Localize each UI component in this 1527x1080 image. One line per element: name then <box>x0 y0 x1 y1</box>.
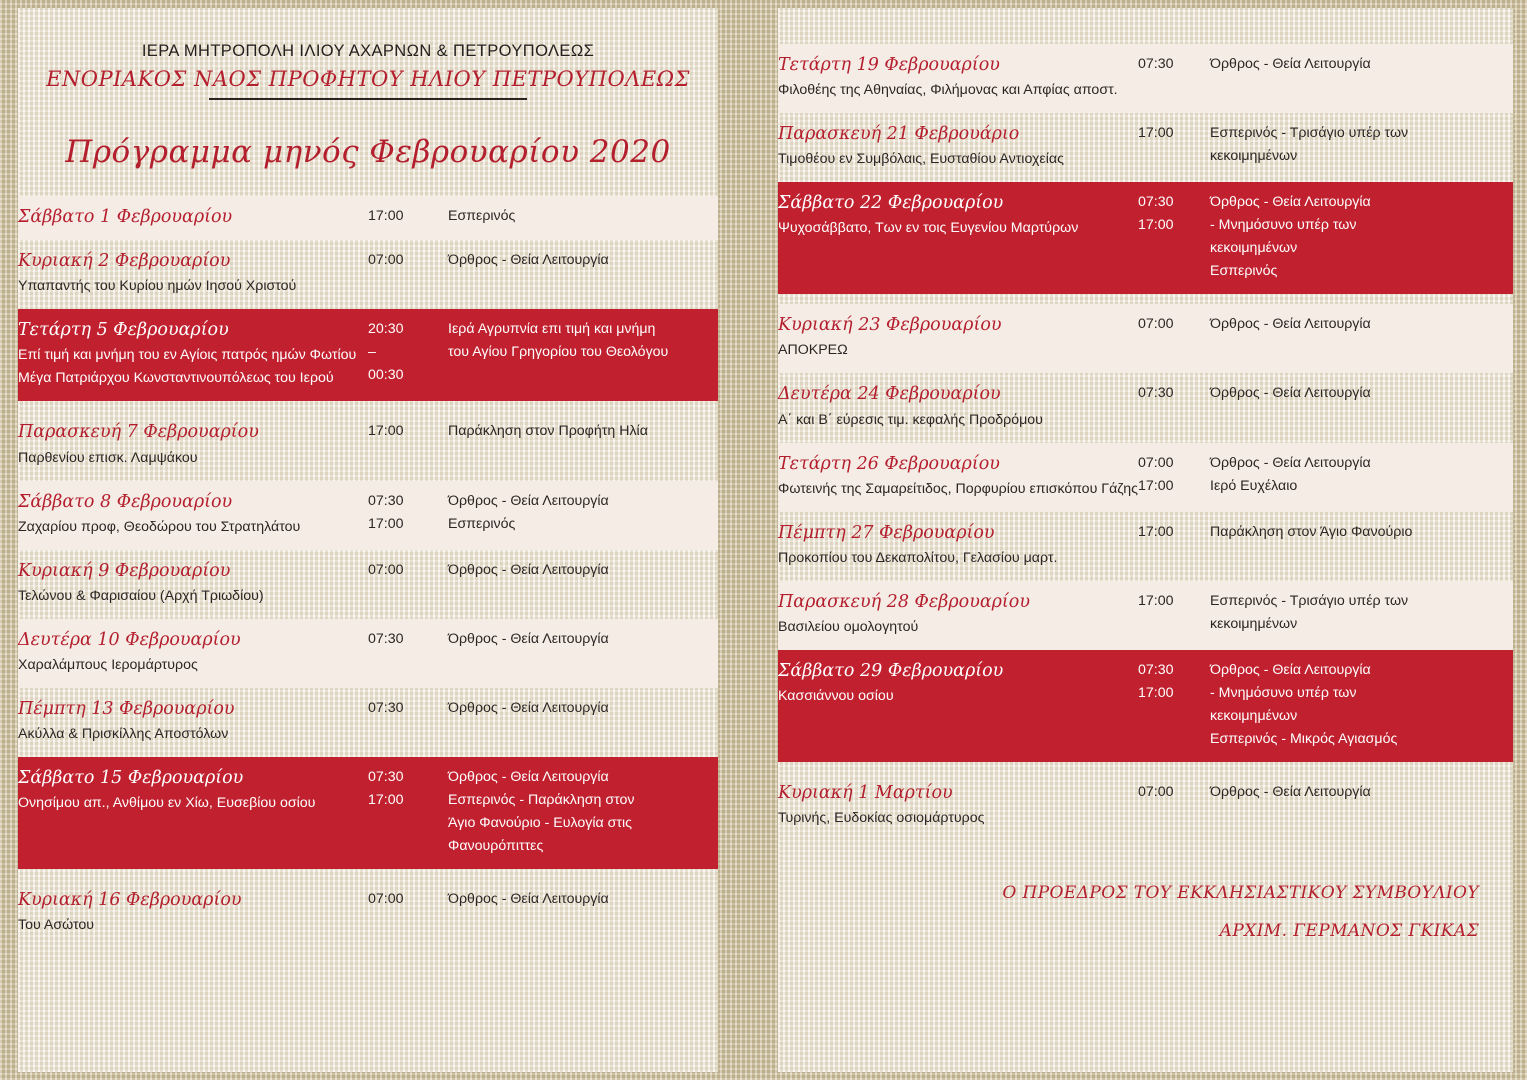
row-saint: Τυρινής, Ευδοκίας οσιομάρτυρος <box>778 810 985 827</box>
row-time-cell <box>368 196 448 240</box>
row-time-cell <box>368 550 448 619</box>
row-service: Όρθρος - Θεία Λειτουργία <box>1210 194 1371 211</box>
row-spacer-cell <box>18 869 718 879</box>
row-time: 20:30 <box>368 321 404 338</box>
row-saint: Επί τιμή και μνήμη του εν Αγίοις πατρός ημών Φωτίου Μέγα Πατριάρχου Κωνσταντινουπόλεως του Ιερού <box>18 347 357 387</box>
row-time: 07:00 <box>368 891 404 908</box>
row-service-cell <box>1210 512 1513 581</box>
row-time: 07:30 <box>1138 194 1174 211</box>
row-saint: Χαραλάμπους Ιερομάρτυρος <box>18 656 198 673</box>
row-date-cell <box>18 196 368 240</box>
row-service: Εσπερινός <box>448 515 516 532</box>
row-time: 07:00 <box>368 561 404 578</box>
row-service: Εσπερινός <box>448 208 516 224</box>
row-time: – <box>368 344 376 361</box>
signature-role: Ο ΠΡΟΕΔΡΟΣ ΤΟΥ ΕΚΚΛΗΣΙΑΣΤΙΚΟΥ ΣΥΜΒΟΥΛΙΟΥ <box>1002 883 1479 904</box>
schedule-row <box>18 240 718 309</box>
row-service: Ιερά Αγρυπνία επι τιμή και μνήμη <box>448 321 656 338</box>
row-service: Ιερό Ευχέλαιο <box>1210 477 1298 494</box>
schedule-table-left <box>18 196 718 948</box>
row-date-cell <box>778 304 1138 373</box>
schedule-row <box>18 196 718 240</box>
row-service: Όρθρος - Θεία Λειτουργία <box>448 769 609 786</box>
row-date-cell <box>18 240 368 309</box>
row-service-cell <box>448 196 718 240</box>
row-service: κεκοιμημένων <box>1210 148 1298 165</box>
row-time-cell <box>1138 113 1210 182</box>
row-time: 07:30 <box>1138 661 1174 678</box>
row-service: - Μνημόσυνο υπέρ των <box>1210 217 1357 234</box>
schedule-row <box>778 650 1513 762</box>
row-saint: Προκοπίου του Δεκαπολίτου, Γελασίου μαρτ. <box>778 549 1058 566</box>
row-time: 07:00 <box>1138 454 1174 471</box>
row-service: Άγιο Φανούριο - Ευλογία στις <box>448 815 633 832</box>
row-time: 07:30 <box>1138 385 1174 402</box>
row-dayname: Παρασκευή 7 Φεβρουαρίου <box>18 422 259 443</box>
row-time-cell <box>368 619 448 688</box>
row-service: Εσπερινός - Παράκληση στον <box>448 792 635 809</box>
row-service-cell <box>448 550 718 619</box>
row-service-cell <box>448 240 718 309</box>
row-date-cell <box>18 688 368 757</box>
row-time-cell <box>368 688 448 757</box>
row-dayname: Πέμπτη 13 Φεβρουαρίου <box>18 698 235 719</box>
row-spacer-cell <box>778 294 1513 304</box>
row-time-cell <box>1138 44 1210 113</box>
row-date-cell <box>18 879 368 948</box>
schedule-row <box>778 44 1513 113</box>
row-time: 07:30 <box>368 492 404 509</box>
row-service-cell <box>1210 581 1513 650</box>
row-time: 17:00 <box>1138 592 1174 609</box>
header-divider <box>209 98 527 100</box>
row-date-cell <box>778 113 1138 182</box>
row-dayname: Τετάρτη 26 Φεβρουαρίου <box>778 453 1000 474</box>
row-service: Όρθρος - Θεία Λειτουργία <box>448 561 609 578</box>
page-title: Πρόγραμμα μηνός Φεβρουαρίου 2020 <box>65 134 671 170</box>
row-time: 07:30 <box>1138 56 1174 72</box>
row-saint: Κασσιάννου οσίου <box>778 688 894 705</box>
row-service: - Μνημόσυνο υπέρ των <box>1210 684 1357 701</box>
row-service: κεκοιμημένων <box>1210 707 1298 724</box>
row-service: Εσπερινός - Μικρός Αγιασμός <box>1210 730 1398 747</box>
row-service: Όρθρος - Θεία Λειτουργία <box>1210 454 1371 471</box>
row-service: Φανουρόπιττες <box>448 838 544 855</box>
schedule-row <box>778 772 1513 841</box>
schedule-row <box>18 309 718 401</box>
row-time: 17:00 <box>368 515 404 532</box>
row-dayname: Δευτέρα 24 Φεβρουαρίου <box>778 384 1001 405</box>
row-time-cell <box>368 240 448 309</box>
row-service: Εσπερινός <box>1210 263 1278 280</box>
row-time: 17:00 <box>1138 523 1174 540</box>
row-date-cell <box>18 619 368 688</box>
row-dayname: Σάββατο 1 Φεβρουαρίου <box>18 207 233 227</box>
row-saint: Βασιλείου ομολογητού <box>778 618 919 635</box>
row-date-cell <box>18 550 368 619</box>
parish-line: ΕΝΟΡΙΑΚΟΣ ΝΑΟΣ ΠΡΟΦΗΤΟΥ ΗΛΙΟΥ ΠΕΤΡΟΥΠΟΛΕΩΣ <box>46 67 690 91</box>
row-dayname: Κυριακή 16 Φεβρουαρίου <box>18 890 242 911</box>
row-dayname: Παρασκευή 21 Φεβρουάριο <box>778 124 1020 145</box>
row-time-cell <box>1138 772 1210 841</box>
signature-name: ΑΡΧΙΜ. ΓΕΡΜΑΝΟΣ ΓΚΙΚΑΣ <box>1219 921 1479 942</box>
row-service-cell <box>448 757 718 869</box>
schedule-row <box>778 581 1513 650</box>
row-dayname: Κυριακή 9 Φεβρουαρίου <box>18 560 231 581</box>
row-service: Όρθρος - Θεία Λειτουργία <box>448 891 609 908</box>
row-date-cell <box>18 757 368 869</box>
row-time: 07:00 <box>1138 783 1174 800</box>
row-service: Όρθρος - Θεία Λειτουργία <box>1210 783 1371 800</box>
row-date-cell <box>778 373 1138 442</box>
row-dayname: Δευτέρα 10 Φεβρουαρίου <box>18 629 241 650</box>
row-service: του Αγίου Γρηγορίου του Θεολόγου <box>448 344 669 361</box>
row-service: Εσπερινός - Τρισάγιο υπέρ των <box>1210 125 1409 142</box>
row-service-cell <box>448 411 718 480</box>
row-spacer <box>778 762 1513 772</box>
row-service-cell <box>1210 44 1513 113</box>
row-saint: Ακύλλα & Πρισκίλλης Αποστόλων <box>18 726 229 743</box>
row-service-cell <box>448 619 718 688</box>
row-dayname: Σάββατο 22 Φεβρουαρίου <box>778 193 1004 214</box>
row-service-cell <box>1210 304 1513 373</box>
schedule-row <box>18 879 718 948</box>
row-service: Όρθρος - Θεία Λειτουργία <box>448 699 609 716</box>
row-service-cell <box>1210 443 1513 512</box>
row-time-cell <box>1138 581 1210 650</box>
schedule-row <box>18 688 718 757</box>
row-saint: Ονησίμου απ., Ανθίμου εν Χίω, Ευσεβίου οσίου <box>18 795 316 812</box>
row-service: Παράκληση στον Προφήτη Ηλία <box>448 423 648 440</box>
row-time: 17:00 <box>1138 477 1174 494</box>
schedule-row <box>18 550 718 619</box>
row-service: Όρθρος - Θεία Λειτουργία <box>448 492 609 509</box>
row-time-cell <box>1138 182 1210 294</box>
row-date-cell <box>778 44 1138 113</box>
row-service-cell <box>1210 650 1513 762</box>
schedule-row <box>18 481 718 550</box>
row-dayname: Κυριακή 23 Φεβρουαρίου <box>778 315 1002 336</box>
row-time: 17:00 <box>1138 125 1174 142</box>
row-time-cell <box>1138 373 1210 442</box>
row-saint: Υπαπαντής του Κυρίου ημών Ιησού Χριστού <box>18 278 297 295</box>
row-date-cell <box>778 443 1138 512</box>
schedule-row <box>778 182 1513 294</box>
row-time-cell <box>1138 650 1210 762</box>
row-time: 07:30 <box>368 630 404 647</box>
row-date-cell <box>778 772 1138 841</box>
row-time-cell <box>1138 512 1210 581</box>
row-service-cell <box>1210 772 1513 841</box>
row-service: Όρθρος - Θεία Λειτουργία <box>448 630 609 647</box>
poster-header <box>18 8 718 170</box>
row-dayname: Σάββατο 29 Φεβρουαρίου <box>778 660 1004 681</box>
row-service-cell <box>448 688 718 757</box>
row-spacer-cell <box>778 762 1513 772</box>
row-time-cell <box>368 309 448 401</box>
row-time-cell <box>368 481 448 550</box>
row-service: Όρθρος - Θεία Λειτουργία <box>1210 661 1371 678</box>
row-date-cell <box>778 581 1138 650</box>
schedule-row <box>778 304 1513 373</box>
row-saint: Ψυχοσάββατο, Των εν τοις Ευγενίου Μαρτύρων <box>778 220 1079 237</box>
row-service: Όρθρος - Θεία Λειτουργία <box>1210 56 1371 72</box>
row-time-cell <box>1138 304 1210 373</box>
row-service: Παράκληση στον Άγιο Φανούριο <box>1210 523 1413 540</box>
row-saint: Φωτεινής της Σαμαρείτιδος, Πορφυρίου επισκόπου Γάζης <box>778 480 1139 497</box>
row-time: 07:30 <box>368 769 404 786</box>
row-service: κεκοιμημένων <box>1210 240 1298 257</box>
row-dayname: Τετάρτη 5 Φεβρουαρίου <box>18 320 229 341</box>
row-time-cell <box>368 757 448 869</box>
row-dayname: Τετάρτη 19 Φεβρουαρίου <box>778 55 1000 75</box>
row-time-cell <box>368 411 448 480</box>
row-time: 17:00 <box>1138 684 1174 701</box>
row-dayname: Πέμπτη 27 Φεβρουαρίου <box>778 522 995 543</box>
row-service-cell <box>1210 373 1513 442</box>
left-panel <box>18 8 718 1072</box>
row-service-cell <box>448 481 718 550</box>
row-service: Εσπερινός - Τρισάγιο υπέρ των <box>1210 592 1409 609</box>
signature-block <box>778 883 1513 941</box>
row-saint: Του Ασώτου <box>18 917 95 934</box>
right-panel <box>778 8 1513 1072</box>
schedule-row <box>778 113 1513 182</box>
row-time: 00:30 <box>368 367 404 384</box>
row-time-cell <box>368 879 448 948</box>
row-service: Όρθρος - Θεία Λειτουργία <box>1210 385 1371 402</box>
row-time: 17:00 <box>1138 217 1174 234</box>
row-time: 07:00 <box>368 252 404 269</box>
row-spacer <box>18 869 718 879</box>
row-dayname: Σάββατο 8 Φεβρουαρίου <box>18 491 233 512</box>
schedule-row <box>778 512 1513 581</box>
row-service-cell <box>1210 182 1513 294</box>
row-saint: Παρθενίου επισκ. Λαμψάκου <box>18 449 198 466</box>
row-time: 17:00 <box>368 792 404 809</box>
row-service-cell <box>1210 113 1513 182</box>
row-saint: ΑΠΟΚΡΕΩ <box>778 342 848 359</box>
schedule-row <box>18 757 718 869</box>
row-dayname: Σάββατο 15 Φεβρουαρίου <box>18 768 244 789</box>
schedule-row <box>18 619 718 688</box>
row-date-cell <box>778 650 1138 762</box>
row-service: Όρθρος - Θεία Λειτουργία <box>1210 316 1371 333</box>
row-time-cell <box>1138 443 1210 512</box>
row-spacer <box>778 294 1513 304</box>
row-service-cell <box>448 309 718 401</box>
row-saint: Τελώνου & Φαρισαίου (Αρχή Τριωδίου) <box>18 587 264 604</box>
row-dayname: Κυριακή 1 Μαρτίου <box>778 782 953 803</box>
row-saint: Ζαχαρίου προφ, Θεοδώρου του Στρατηλάτου <box>18 518 301 535</box>
row-spacer-cell <box>18 401 718 411</box>
schedule-row <box>778 443 1513 512</box>
row-date-cell <box>778 182 1138 294</box>
row-time: 07:30 <box>368 699 404 716</box>
row-service-cell <box>448 879 718 948</box>
row-date-cell <box>778 512 1138 581</box>
row-service: κεκοιμημένων <box>1210 615 1298 632</box>
row-dayname: Κυριακή 2 Φεβρουαρίου <box>18 251 231 272</box>
row-saint: Φιλοθέης της Αθηναίας, Φιλήμονας και Απφίας αποστ. <box>778 82 1118 99</box>
row-date-cell <box>18 309 368 401</box>
row-saint: Τιμοθέου εν Συμβόλαις, Ευσταθίου Αντιοχείας <box>778 151 1064 168</box>
schedule-row <box>778 373 1513 442</box>
schedule-table-right <box>778 44 1513 841</box>
row-time: 17:00 <box>368 208 404 224</box>
row-time: 07:00 <box>1138 316 1174 333</box>
schedule-row <box>18 411 718 480</box>
row-service: Όρθρος - Θεία Λειτουργία <box>448 252 609 269</box>
row-saint: Α΄ και Β΄ εύρεσις τιμ. κεφαλής Προδρόμου <box>778 411 1043 428</box>
row-date-cell <box>18 481 368 550</box>
row-date-cell <box>18 411 368 480</box>
row-spacer <box>18 401 718 411</box>
diocese-line: ΙΕΡΑ ΜΗΤΡΟΠΟΛΗ ΙΛΙΟΥ ΑΧΑΡΝΩΝ & ΠΕΤΡΟΥΠΟΛΕΩΣ <box>141 42 595 60</box>
row-time: 17:00 <box>368 423 404 440</box>
row-dayname: Παρασκευή 28 Φεβρουαρίου <box>778 591 1030 612</box>
